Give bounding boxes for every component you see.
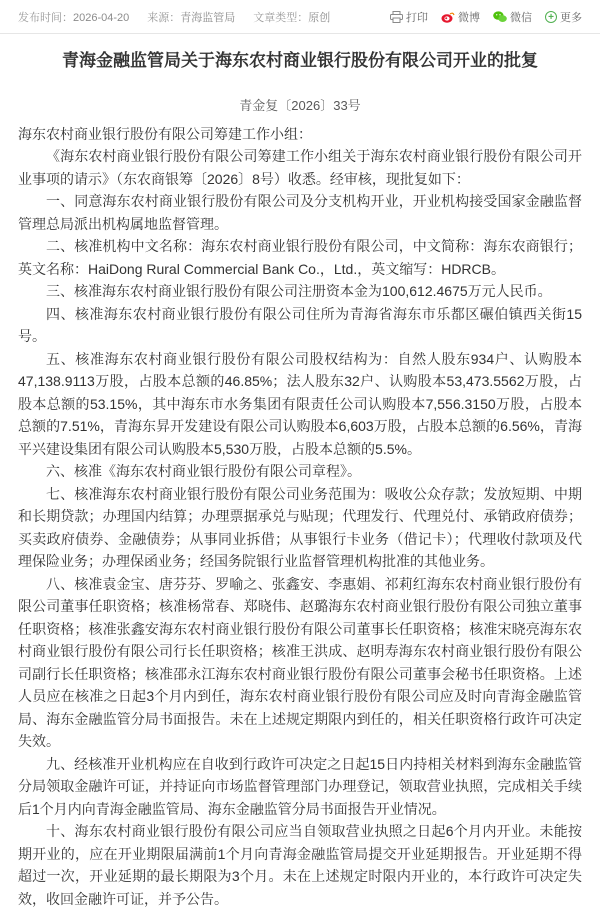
publish-time-value: 2026-04-20 xyxy=(73,12,130,24)
source xyxy=(147,9,235,25)
share-actions xyxy=(390,9,582,25)
publish-time xyxy=(18,9,129,25)
salutation: 海东农村商业银行股份有限公司筹建工作小组： xyxy=(18,125,312,142)
publish-time-label: 发布时间： xyxy=(18,12,73,24)
article-type-value: 原创 xyxy=(308,12,331,24)
print-label: 打印 xyxy=(406,12,428,24)
paragraph-item-10: 十、海东农村商业银行股份有限公司应当自领取营业执照之日起6个月内开业。未能按期开业的，应在开业期限届满前1个月向青海金融监管局提交开业延期报告。开业延期不得超过一次，开业延期的最长期限为3个月。未在上述规定时限内开业的，本行政许可决定失效，收回金融许可证，并予公告。 xyxy=(18,823,582,907)
more-share-button[interactable] xyxy=(545,9,582,25)
source-label: 来源： xyxy=(147,12,181,24)
weibo-icon xyxy=(441,11,455,23)
paragraph-item-2: 二、核准机构中文名称：海东农村商业银行股份有限公司，中文简称：海东农商银行；英文名称：HaiDong Rural Commercial Bank Co.，Ltd.，英文缩写：HDRCB。 xyxy=(18,238,582,277)
weibo-share-button[interactable] xyxy=(441,9,480,25)
article-meta-bar xyxy=(0,0,600,34)
wechat-label: 微信 xyxy=(510,12,532,24)
page-title: 青海金融监管局关于海东农村商业银行股份有限公司开业的批复 xyxy=(62,51,538,70)
source-value: 青海监管局 xyxy=(180,12,236,24)
paragraph-request: 《海东农村商业银行股份有限公司筹建工作小组关于海东农村商业银行股份有限公司开业事项的请示》（东农商银筹〔2026〕8号）收悉。经审核，现批复如下： xyxy=(18,148,582,187)
paragraph-item-4: 四、核准海东农村商业银行股份有限公司住所为青海省海东市乐都区碾伯镇西关街15号。 xyxy=(18,305,582,345)
document-number: 青金复〔2026〕33号 xyxy=(239,97,361,113)
wechat-share-button[interactable] xyxy=(493,9,532,25)
meta-info xyxy=(18,9,330,25)
more-label: 更多 xyxy=(560,12,582,24)
paragraph-item-5: 五、核准海东农村商业银行股份有限公司股权结构为：自然人股东934户、认购股本47,138.9113万股，占股本总额的46.85%；法人股东32户、认购股本53,473.5562万股，占股本总额的53.15%，其中海东市水务集团有限责任公司认购股本7,556.3150万股，占股本总额的7.51%，青海东昇开发建设有限公司认购股本6,603万股，占股本总额的6.56%，青海平兴建设集团有限公司认购股本5,530万股，占股本总额的5.5%。 xyxy=(18,350,582,457)
more-plus-icon: + xyxy=(545,11,557,23)
paragraph-item-3: 三、核准海东农村商业银行股份有限公司注册资本金为100,612.4675万元人民币。 xyxy=(46,283,552,300)
printer-icon xyxy=(390,11,403,23)
paragraph-item-1: 一、同意海东农村商业银行股份有限公司及分支机构开业，开业机构接受国家金融监督管理总局派出机构属地监督管理。 xyxy=(18,193,582,232)
paragraph-item-6: 六、核准《海东农村商业银行股份有限公司章程》。 xyxy=(46,463,361,480)
paragraph-item-7: 七、核准海东农村商业银行股份有限公司业务范围为：吸收公众存款；发放短期、中期和长期贷款；办理国内结算；办理票据承兑与贴现；代理发行、代理兑付、承销政府债券；买卖政府债券、金融债券；从事同业拆借；从事银行卡业务（借记卡）；代理收付款项及代理保险业务；办理保函业务；经国务院银行业监督管理机构批准的其他业务。 xyxy=(18,485,582,570)
weibo-label: 微博 xyxy=(458,12,480,24)
article-type xyxy=(253,9,330,25)
wechat-icon xyxy=(493,11,507,23)
paragraph-item-8: 八、核准袁金宝、唐芬芬、罗喻之、张鑫安、李惠娟、祁莉红海东农村商业银行股份有限公司董事任职资格；核准杨常春、郑晓伟、赵璐海东农村商业银行股份有限公司独立董事任职资格；核准张鑫安海东农村商业银行股份有限公司董事长任职资格；核准宋晓亮海东农村商业银行股份有限公司行长任职资格；核准王洪成、赵明寿海东农村商业银行股份有限公司副行长任职资格；核准邵永江海东农村商业银行股份有限公司董事会秘书任职资格。上述人员应在核准之日起3个月内到任，海东农村商业银行股份有限公司应及时向青海金融监管局、海东金融监管分局书面报告。未在上述规定期限内到任的，相关任职资格行政许可决定失效。 xyxy=(18,575,582,750)
document-body xyxy=(18,123,582,910)
article-type-label: 文章类型： xyxy=(253,12,309,24)
paragraph-item-9: 九、经核准开业机构应在自收到行政许可决定之日起15日内持相关材料到海东金融监管分局领取金融许可证，并持证向市场监督管理部门办理登记，领取营业执照，完成相关手续后1个月内向青海金融监管局、海东金融监管分局书面报告开业情况。 xyxy=(18,755,582,817)
article-content xyxy=(0,49,600,910)
print-button[interactable] xyxy=(390,9,428,25)
